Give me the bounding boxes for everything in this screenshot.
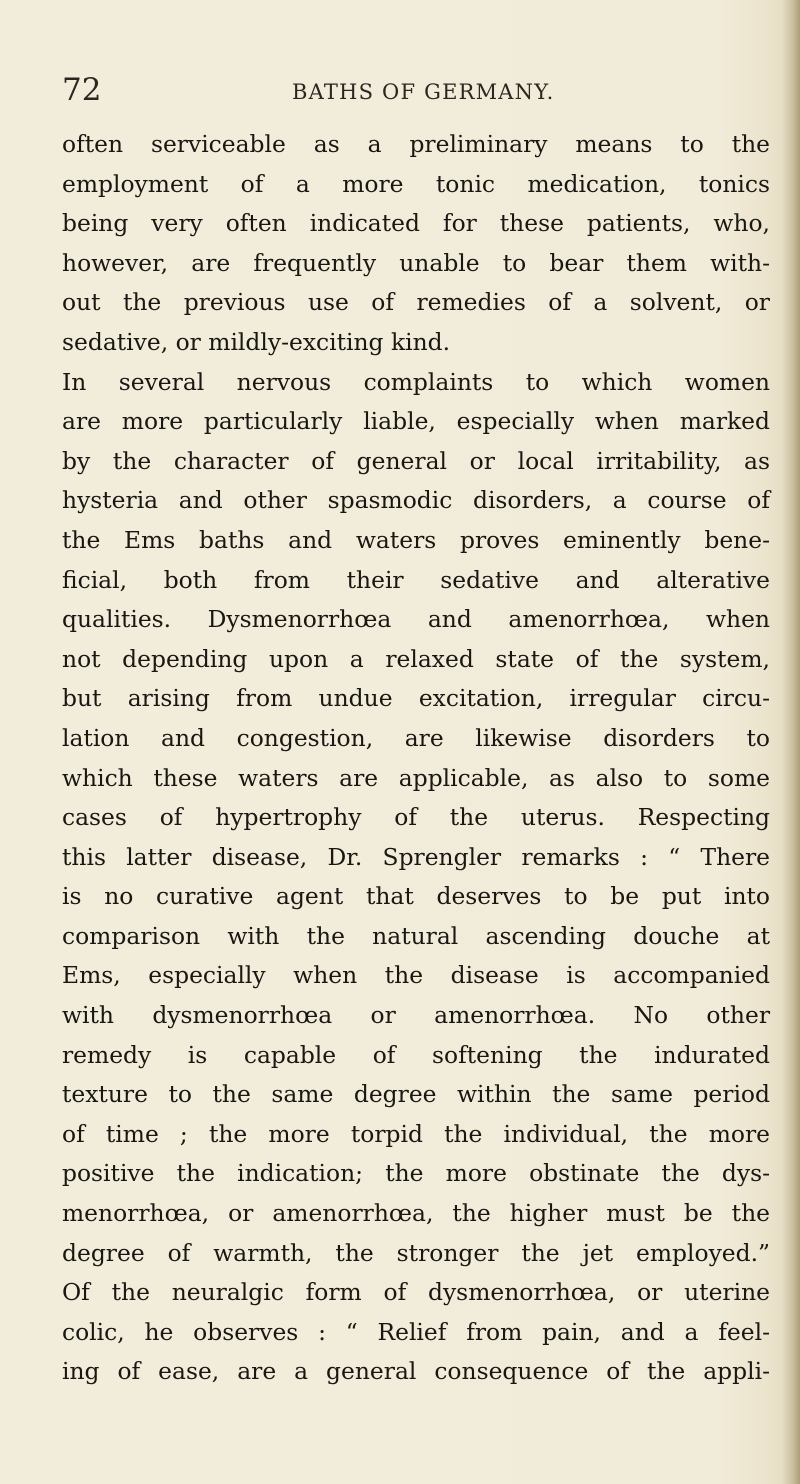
text-line: texture to the same degree within the same period [62,1080,770,1109]
text-line: colic, he observes : “ Relief from pain, and a feel- [62,1317,770,1346]
text-line: not depending upon a relaxed state of the system, [62,644,770,673]
text-line: ing of ease, are a general consequence of the appli- [62,1357,770,1386]
text-line: with dysmenorrhœa or amenorrhœa. No other [62,1001,770,1030]
body-text [62,125,770,1392]
text-line: positive the indication; the more obstinate the dys- [62,1159,770,1188]
page-edge-shadow [782,0,800,1484]
text-line: employment of a more tonic medication, tonics [62,169,770,198]
text-line: being very often indicated for these patients, who, [62,209,770,238]
running-head: BATHS OF GERMANY. [292,80,555,104]
text-line: which these waters are applicable, as also to some [62,763,770,792]
text-line: out the previous use of remedies of a solvent, or [62,288,770,317]
text-line: comparison with the natural ascending douche at [62,921,770,950]
text-line: often serviceable as a preliminary means to the [62,130,770,158]
text-line: Ems, especially when the disease is accompanied [62,961,770,990]
text-line: is no curative agent that deserves to be put into [62,882,770,911]
page-header [62,70,770,110]
text-line: the Ems baths and waters proves eminently bene- [62,525,770,554]
page-number: 72 [62,72,102,108]
text-line: by the character of general or local irritability, as [62,446,770,475]
text-line: cases of hypertrophy of the uterus. Respecting [62,803,770,832]
text-line: lation and congestion, are likewise disorders to [62,723,770,752]
text-line: qualities. Dysmenorrhœa and amenorrhœa, when [62,605,770,634]
text-line: sedative, or mildly-exciting kind. [62,327,451,356]
text-line: but arising from undue excitation, irregular circu- [62,684,770,713]
text-line: this latter disease, Dr. Sprengler remarks : “ There [62,842,770,871]
text-line: of time ; the more torpid the individual, the more [62,1119,770,1148]
text-line: are more particularly liable, especially when marked [62,407,770,436]
text-line: remedy is capable of softening the indurated [62,1040,770,1069]
text-line: hysteria and other spasmodic disorders, a course of [62,486,770,515]
text-line: Of the neuralgic form of dysmenorrhœa, or uterine [62,1278,770,1307]
text-line: degree of warmth, the stronger the jet employed.” [62,1238,770,1267]
text-line: however, are frequently unable to bear them with- [62,248,770,277]
text-line: In several nervous complaints to which women [62,367,770,396]
text-line: ficial, both from their sedative and alterative [62,565,770,594]
text-line: menorrhœa, or amenorrhœa, the higher must be the [62,1199,770,1228]
